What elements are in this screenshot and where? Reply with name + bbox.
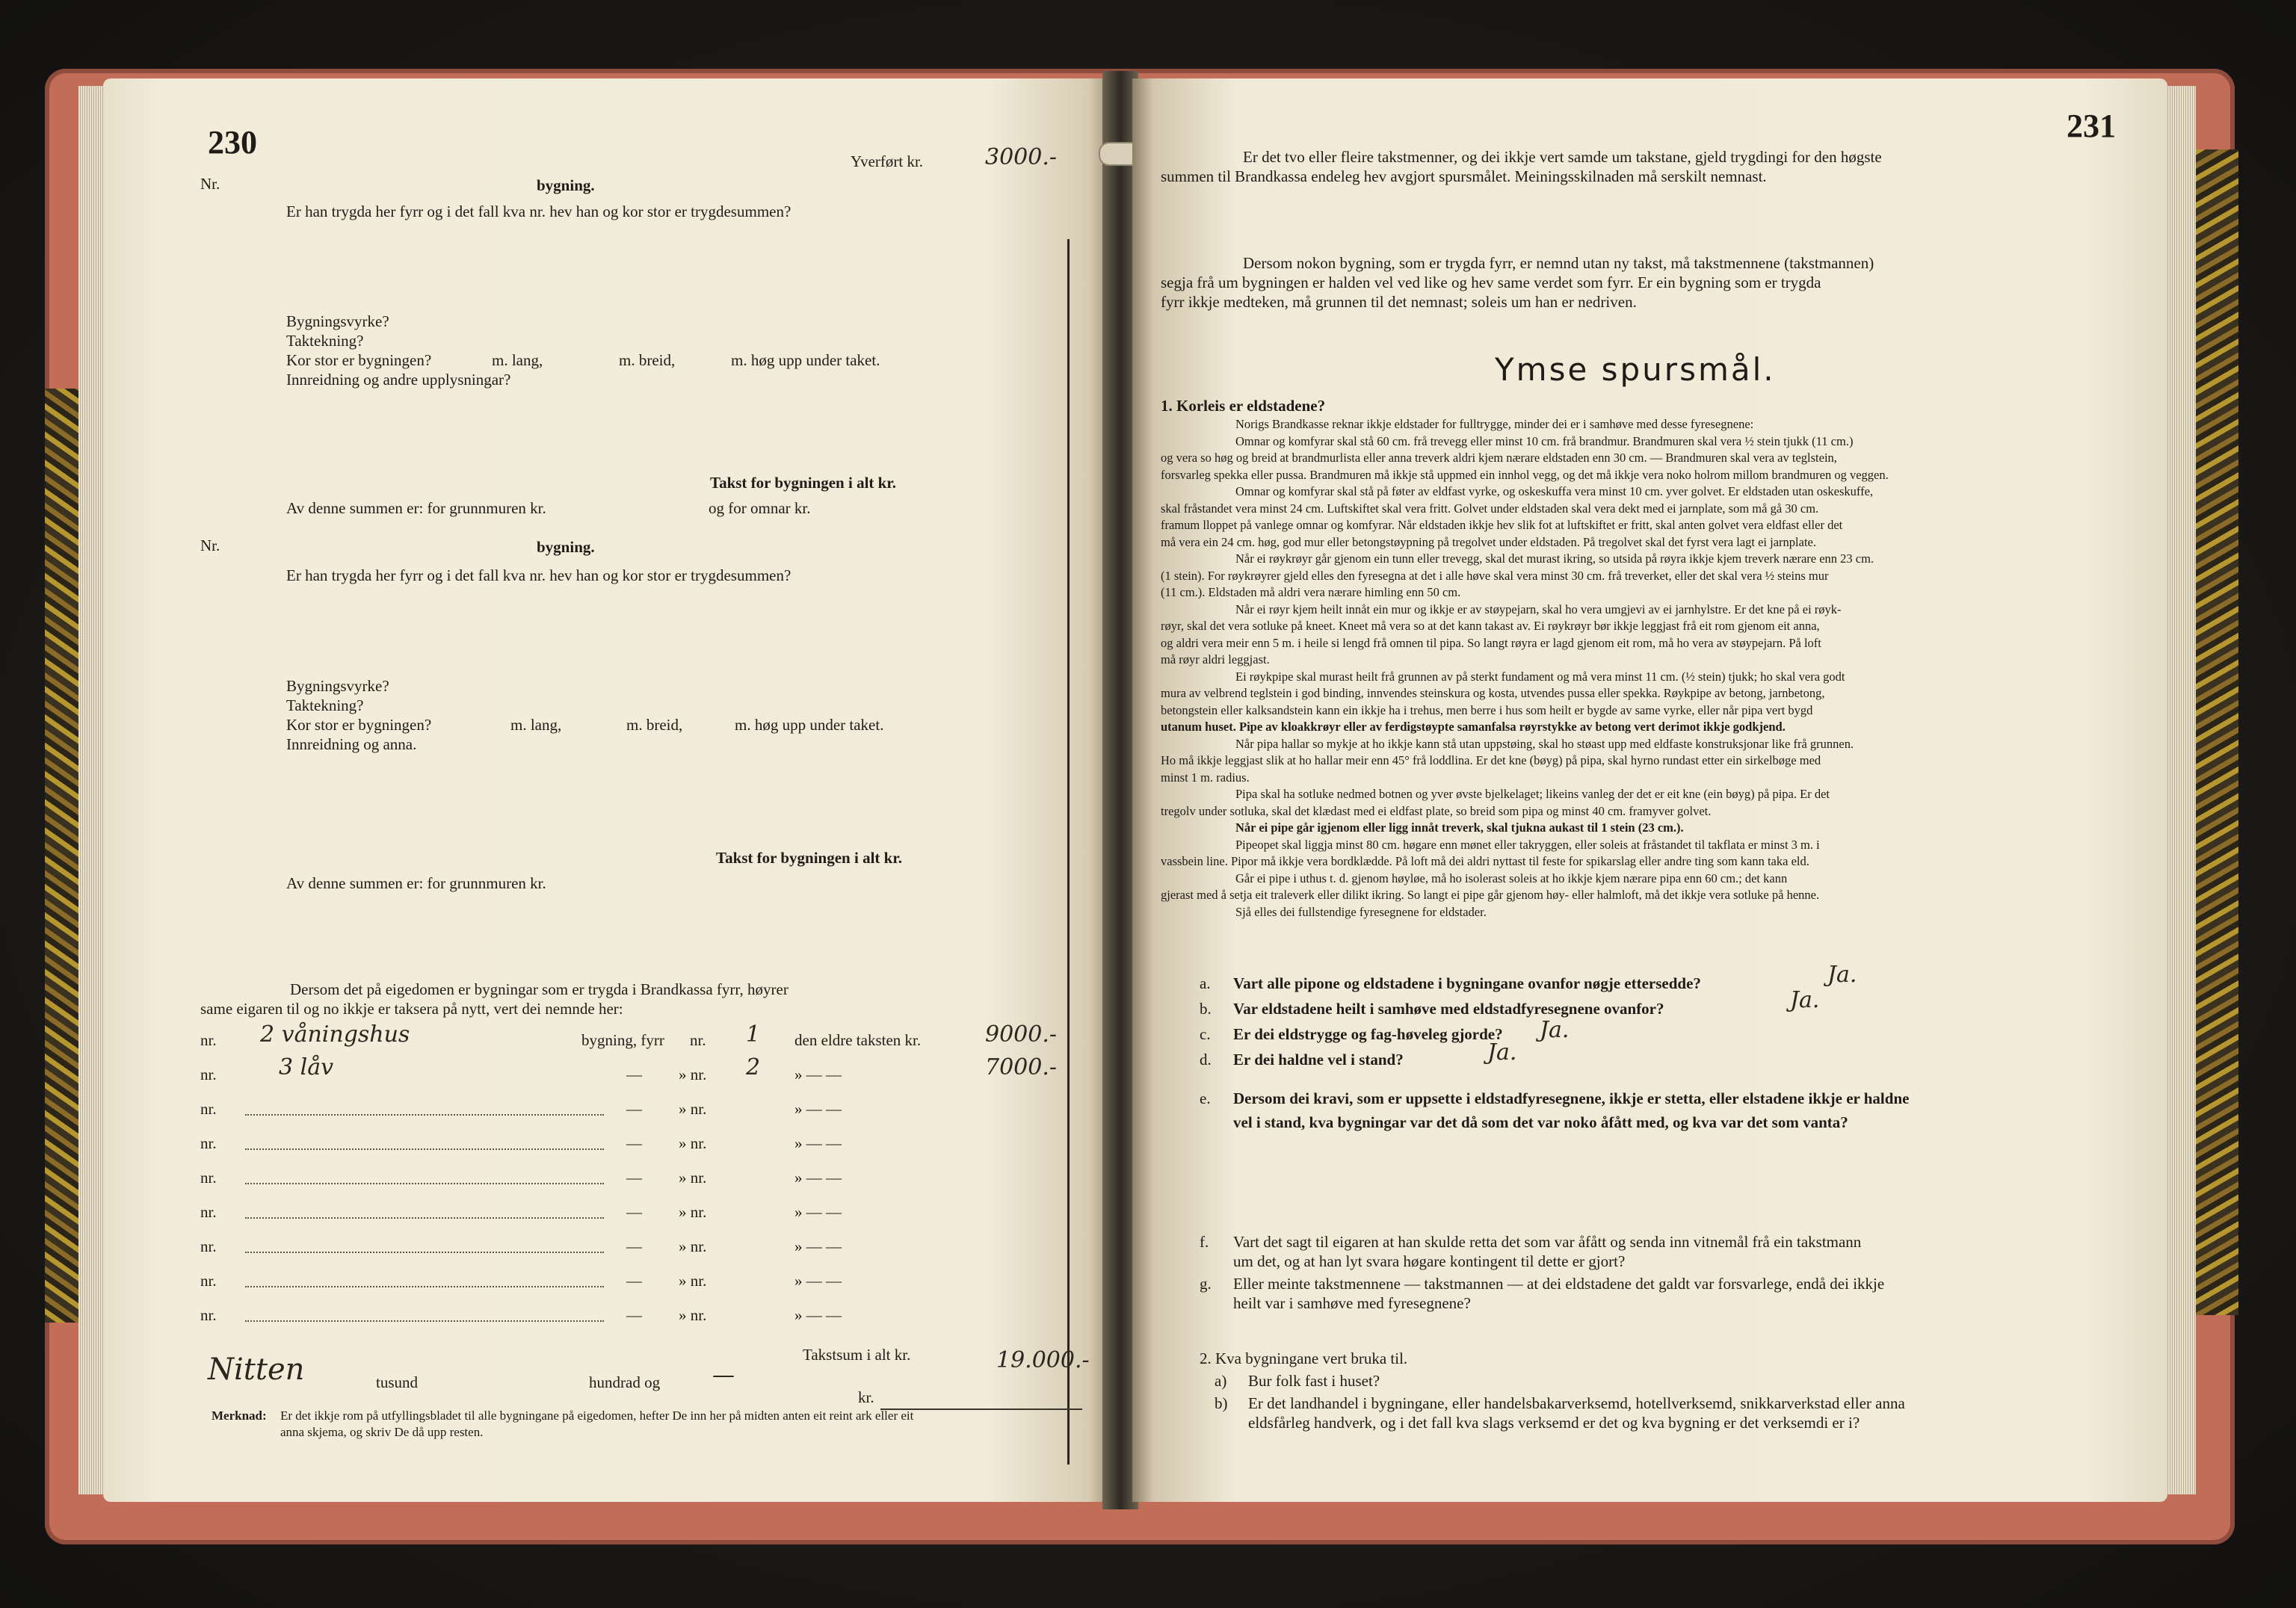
table-row-dotted-line: [245, 1286, 604, 1287]
existing-intro-1: Dersom det på eigedomen er bygningar som er trygda i Brandkassa fyrr, høyrer: [290, 980, 789, 998]
regulation-line: røyr, skal det vera sotluke på kneet. Kneet må vera so at det kann takast av. Ei røykrøyr bør ikkje leggjast frå eit rom gjenom eit anna,: [1161, 619, 1820, 633]
regulation-line: og vera so høg og breid at brandmurlista eller anna treverk aldri kjem nærare eldstaden enn 30 cm. — Brandmuren skal vera av teglstein,: [1161, 451, 1837, 465]
table-row-nr2: » nr.: [679, 1134, 707, 1152]
regulation-line: Omnar og komfyrar skal stå på føter av eldfast vyrke, og oskeskuffa vera minst 10 cm. yver golvet. Er eldstaden utan oskeskuffe,: [1235, 484, 1874, 498]
existing-intro-2: same eigaren til og no ikkje er taksera på nytt, vert dei nemnde her:: [200, 1000, 623, 1018]
regulation-line: Pipeopet skal liggja minst 80 cm. høgare enn mønet eller takryggen, eller soleis at fråstandet til takflata er minst 3 m. i: [1235, 837, 1820, 852]
intro-line-4: segja frå um bygningen er halden vel ved like og hev same verdet som fyrr. Er ein bygning som er trygda: [1161, 273, 1821, 291]
question-f-line-2: um det, og at han lyt svara høgare kontingent til dette er gjort?: [1233, 1252, 1626, 1270]
table-row-col-bygning: —: [626, 1066, 642, 1083]
question-g-letter: g.: [1200, 1275, 1212, 1293]
table-row-amount: 7000.-: [985, 1054, 1058, 1080]
table-row-nr2: » nr.: [679, 1169, 707, 1187]
question-a-answer: Ja.: [1827, 962, 1857, 988]
hundrad-dash: —: [712, 1362, 735, 1388]
table-row-nr2: » nr.: [679, 1203, 707, 1221]
q1-label: 1. Korleis er eldstadene?: [1161, 397, 1326, 415]
question-f-line-1: Vart det sagt til eigaren at han skulde retta det som var åfått og senda inn vitnemål frå ein takstmann: [1233, 1233, 1862, 1251]
section-title: Ymse spursmål.: [1495, 351, 1776, 388]
question-c-letter: c.: [1200, 1025, 1211, 1043]
table-row-nr: nr.: [200, 1272, 217, 1290]
table-row-elder: » — —: [794, 1272, 842, 1290]
total-label: Takstsum i alt kr.: [803, 1346, 911, 1364]
building2-nr-label: Nr.: [200, 536, 220, 554]
carried-over-label: Yverført kr.: [851, 152, 924, 170]
question-b-letter: b.: [1200, 1000, 1212, 1018]
q2-b-line-1: Er det landhandel i bygningane, eller handelsbakarverksemd, hotellverksemd, snikkarverkstad eller anna: [1248, 1394, 1905, 1412]
building1-size-label: Kor stor er bygningen?: [286, 351, 432, 369]
question-g-line-1: Eller meinte takstmennene — takstmannen — at dei eldstadene det galdt var forsvarlege, endå dei ikkje: [1233, 1275, 1885, 1293]
table-row-nr: nr.: [200, 1134, 217, 1152]
q2-a-text: Bur folk fast i huset?: [1248, 1372, 1380, 1390]
table-row-col-bygning: bygning, fyrr: [581, 1031, 664, 1049]
table-row-elder: den eldre taksten kr.: [794, 1031, 922, 1049]
building2-foundation: Av denne summen er: for grunnmuren kr.: [286, 874, 546, 892]
regulation-line: framum lloppet på vanlege omnar og komfyrar. Når eldstaden ikkje hev slik fot at luftskiftet er fritt, skal anten golvet vera eldfast eller det: [1161, 518, 1843, 532]
tusund-label: tusund: [376, 1373, 419, 1391]
table-row-dotted-line: [245, 1252, 604, 1253]
question-d-letter: d.: [1200, 1051, 1212, 1069]
regulation-line: (1 stein). For røykrøyrer gjeld elles den fyresegna at det i alle høve skal vera minst 30 cm. frå treverket, eller det skal vera ½ steins mur: [1161, 568, 1829, 583]
question-f-letter: f.: [1200, 1233, 1209, 1251]
table-row-col-bygning: —: [626, 1306, 642, 1324]
carried-over-value: 3000.-: [985, 144, 1058, 170]
building2-bygning-label: bygning.: [537, 538, 595, 556]
building1-interior: Innreidning og andre upplysningar?: [286, 371, 511, 389]
table-row-col-bygning: —: [626, 1100, 642, 1118]
question-e-letter: e.: [1200, 1089, 1211, 1107]
regulation-line: Når ei røykrøyr går gjenom ein tunn eller trevegg, skal det murast ikring, so utsida på røyra ikkje kjem treverk nærare enn 23 cm.: [1235, 551, 1874, 566]
total-in-words: Nitten: [208, 1352, 305, 1387]
question-b-answer: Ja.: [1790, 987, 1820, 1013]
table-row-nr-value: 1: [746, 1021, 761, 1048]
building2-wide: m. breid,: [626, 716, 683, 734]
building1-foundation: Av denne summen er: for grunnmuren kr.: [286, 499, 546, 517]
table-row-nr-value: 2: [746, 1054, 761, 1080]
merknad-line-1: Er det ikkje rom på utfyllingsbladet til alle bygningane på eigedomen, hefter De inn her på midten anten eit reint ark eller eit: [280, 1408, 914, 1423]
table-row-dotted-line: [245, 1320, 604, 1322]
regulation-line: (11 cm.). Eldstaden må aldri vera nærare himling enn 50 cm.: [1161, 585, 1461, 599]
table-row-nr2: » nr.: [679, 1237, 707, 1255]
table-row-building: 3 låv: [279, 1054, 334, 1080]
building2-long: m. lang,: [510, 716, 562, 734]
table-row-nr2: » nr.: [679, 1100, 707, 1118]
regulation-line: Ei røykpipe skal murast heilt frå grunnen av på sterkt fundament og må vera minst 11 cm. (½ stein) tjukk; ho skal vera godt: [1235, 669, 1845, 684]
q2-label: 2. Kva bygningane vert bruka til.: [1200, 1349, 1408, 1367]
table-row-elder: » — —: [794, 1203, 842, 1221]
table-row-nr: nr.: [200, 1203, 217, 1221]
regulation-line: må vera ein 24 cm. høg, god mur eller betongstøypning på tregolvet under eldstaden. På tregolvet skal det fyrst vera lagt ei jarnplate.: [1161, 534, 1816, 549]
table-row-elder: » — —: [794, 1169, 842, 1187]
building1-wide: m. breid,: [619, 351, 676, 369]
table-row-col-bygning: —: [626, 1134, 642, 1152]
building1-nr-label: Nr.: [200, 175, 220, 193]
table-row-nr2: nr.: [690, 1031, 706, 1049]
table-row-nr: nr.: [200, 1169, 217, 1187]
question-d-text: Er dei haldne vel i stand?: [1233, 1051, 1404, 1069]
regulation-line: tregolv under sotluka, skal det klædast med ei eldfast plate, so breid som pipa og minst 40 cm. framyver golvet.: [1161, 803, 1712, 818]
regulation-line: minst 1 m. radius.: [1161, 770, 1250, 785]
building1-takst-total: Takst for bygningen i alt kr.: [710, 474, 896, 492]
building2-size-label: Kor stor er bygningen?: [286, 716, 432, 734]
building1-stoves: og for omnar kr.: [709, 499, 811, 517]
table-row-nr: nr.: [200, 1066, 217, 1083]
regulation-line: Omnar og komfyrar skal stå 60 cm. frå trevegg eller minst 10 cm. frå brandmur. Brandmuren skal vera ½ stein tjukk (11 cm.): [1235, 433, 1854, 448]
building2-roof: Taktekning?: [286, 696, 364, 714]
table-row-col-bygning: —: [626, 1237, 642, 1255]
table-row-dotted-line: [245, 1183, 604, 1184]
table-row-elder: » — —: [794, 1066, 842, 1083]
building2-interior: Innreidning og anna.: [286, 735, 417, 753]
table-row-nr2: » nr.: [679, 1066, 707, 1083]
regulation-line: Norigs Brandkasse reknar ikkje eldstader for fulltrygge, minder dei er i samhøve med desse fyresegnene:: [1235, 417, 1754, 431]
table-row-col-bygning: —: [626, 1272, 642, 1290]
amount-column-rule: [1067, 239, 1070, 1465]
regulation-line: og aldri vera meir enn 5 m. i heile si lengd frå omnen til pipa. So langt røyra er lagd gjenom eit rom, må ho vera av støypejarn. På loft: [1161, 635, 1821, 650]
regulation-line: vassbein line. Pipor må ikkje vera bordklædde. På loft må dei aldri nyttast til feste for spikarslag eller andre ting som kann taka eld.: [1161, 854, 1809, 868]
regulation-line: utanum huset. Pipe av kloakkrøyr eller av ferdigstøypte samanfalsa røyrstykke av betong vert derimot ikkje godkjend.: [1161, 720, 1786, 734]
table-row-dotted-line: [245, 1217, 604, 1219]
table-row-col-bygning: —: [626, 1203, 642, 1221]
merknad-line-2: anna skjema, og skriv De då upp resten.: [280, 1425, 484, 1439]
intro-line-2: summen til Brandkassa endeleg hev avgjort spursmålet. Meiningsskilnaden må serskilt nemnast.: [1161, 167, 1767, 185]
page-edges-left: [78, 86, 105, 1494]
table-row-elder: » — —: [794, 1100, 842, 1118]
intro-line-5: fyrr ikkje medteken, må grunnen til det nemnast; soleis um han er nedriven.: [1161, 293, 1637, 311]
building2-takst-total: Takst for bygningen i alt kr.: [716, 849, 902, 867]
regulation-line: Når pipa hallar so mykje at ho ikkje kann stå utan uppstøing, skal ho støast upp med eldfaste konstruksjonar like frå grunnen.: [1235, 736, 1854, 751]
table-row-amount: 9000.-: [985, 1021, 1058, 1048]
regulation-line: Når ei pipe går igjenom eller ligg innåt treverk, skal tjukna aukast til 1 stein (23 cm.).: [1235, 820, 1684, 835]
question-g-line-2: heilt var i samhøve med fyresegnene?: [1233, 1294, 1471, 1312]
left-page: [103, 78, 1108, 1502]
question-c-text: Er dei eldstrygge og fag-høveleg gjorde?: [1233, 1025, 1503, 1043]
question-b-text: Var eldstadene heilt i samhøve med eldstadfyresegnene ovanfor?: [1233, 1000, 1664, 1018]
intro-line-3: Dersom nokon bygning, som er trygda fyrr, er nemnd utan ny takst, må takstmennene (takstmannen): [1243, 254, 1874, 272]
regulation-line: gjerast med å setja eit traleverk eller dilikt ikring. So langt ei pipe går gjenom høy- eller halmloft, må det ikkje vera sotluke på henne.: [1161, 888, 1820, 902]
table-row-nr: nr.: [200, 1306, 217, 1324]
table-row-nr: nr.: [200, 1100, 217, 1118]
kr-label: kr.: [858, 1388, 874, 1406]
table-row-nr2: » nr.: [679, 1272, 707, 1290]
question-a-text: Vart alle pipone og eldstadene i bygningane ovanfor nøgje ettersedde?: [1233, 974, 1701, 992]
total-value: 19.000.-: [996, 1347, 1090, 1373]
hundrad-og-label: hundrad og: [589, 1373, 661, 1391]
building2-material: Bygningsvyrke?: [286, 677, 389, 695]
regulation-line: Går ei pipe i uthus t. d. gjenom høyløe, må ho isolerast soleis at ho ikkje kjem nærare pipa enn 60 cm.; det kann: [1235, 871, 1788, 885]
building1-material: Bygningsvyrke?: [286, 312, 389, 330]
q2-a-letter: a): [1215, 1372, 1227, 1390]
regulation-line: Ho må ikkje leggjast slik at ho hallar meir enn 45° frå loddlina. Er det kne (bøyg) på pipa, skal hyrno rundast etter ein sirkelbøge med: [1161, 753, 1821, 767]
regulation-line: forsvarleg spekka eller pussa. Brandmuren må ikkje stå uppmed ein innhol vegg, og det må ikkje vera noko holrom millom brandmuren og veggen.: [1161, 467, 1889, 482]
q1-regulations: [1161, 416, 2110, 921]
question-a-letter: a.: [1200, 974, 1211, 992]
table-row-elder: » — —: [794, 1306, 842, 1324]
building1-high: m. høg upp under taket.: [731, 351, 880, 369]
right-page: [1132, 78, 2167, 1502]
question-e-line-2: vel i stand, kva bygningar var det då som det var noko åfått med, og kva var det som vanta?: [1233, 1113, 1848, 1131]
table-row-nr: nr.: [200, 1237, 217, 1255]
regulation-line: betongstein eller kalksandstein kann ein ikkje ha i trehus, men berre i hus som heilt er bygde av same vyrke, eller når pipa vert bygd: [1161, 702, 1813, 717]
table-row-dotted-line: [245, 1148, 604, 1150]
building1-bygning-label: bygning.: [537, 176, 595, 194]
table-row-dotted-line: [245, 1114, 604, 1116]
regulation-line: må røyr aldri leggjast.: [1161, 652, 1270, 667]
question-c-answer: Ja.: [1540, 1017, 1570, 1043]
page-number-right: 231: [2067, 108, 2116, 144]
building1-roof: Taktekning?: [286, 332, 364, 350]
table-row-building: 2 våningshus: [260, 1021, 410, 1048]
regulation-line: skal fråstandet vera minst 24 cm. Luftskiftet skal vera fritt. Golvet under eldstaden skal vera dekt med ei jarnplate, som må gå 30 cm.: [1161, 501, 1819, 516]
q2-b-letter: b): [1215, 1394, 1228, 1412]
question-e-line-1: Dersom dei kravi, som er uppsette i eldstadfyresegnene, ikkje er stetta, eller elstadene ikkje er haldne: [1233, 1089, 1910, 1107]
table-row-nr: nr.: [200, 1031, 217, 1049]
q2-b-line-2: eldsfårleg handverk, og i det fall kva slags verksemd er det og kva bygning er det verksemdi er i?: [1248, 1414, 1860, 1432]
table-row-col-bygning: —: [626, 1169, 642, 1187]
merknad-label: Merknad:: [212, 1408, 267, 1423]
regulation-line: Når ei røyr kjem heilt innåt ein mur og ikkje er av støypejarn, skal ho vera umgjevi av ei jarnhylstre. Er det kne på ei røyk-: [1235, 602, 1842, 616]
page-edges-right: [2166, 86, 2196, 1494]
regulation-line: Sjå elles dei fullstendige fyresegnene for eldstader.: [1235, 904, 1487, 919]
question-d-answer: Ja.: [1487, 1039, 1517, 1066]
regulation-line: Pipa skal ha sotluke nedmed botnen og yver øvste bjelkelaget; likeins vanleg der det er eit kne (ein bøyg) på pipa. Er det: [1235, 787, 1830, 801]
building2-high: m. høg upp under taket.: [735, 716, 884, 734]
building1-long: m. lang,: [492, 351, 543, 369]
table-row-elder: » — —: [794, 1134, 842, 1152]
intro-line-1: Er det tvo eller fleire takstmenner, og dei ikkje vert samde um takstane, gjeld trygdingi for den høgste: [1243, 148, 1882, 166]
table-row-nr2: » nr.: [679, 1306, 707, 1324]
regulation-line: mura av velbrend teglstein i god binding, innvendes steinskura og kosta, utvendes pussa eller spekka. Røykpipe av betong, jarnbetong,: [1161, 686, 1825, 700]
building1-insured-question: Er han trygda her fyrr og i det fall kva nr. hev han og kor stor er trygdesummen?: [286, 202, 791, 220]
page-number-left: 230: [208, 124, 257, 161]
table-row-elder: » — —: [794, 1237, 842, 1255]
building2-insured-question: Er han trygda her fyrr og i det fall kva nr. hev han og kor stor er trygdesummen?: [286, 566, 791, 584]
